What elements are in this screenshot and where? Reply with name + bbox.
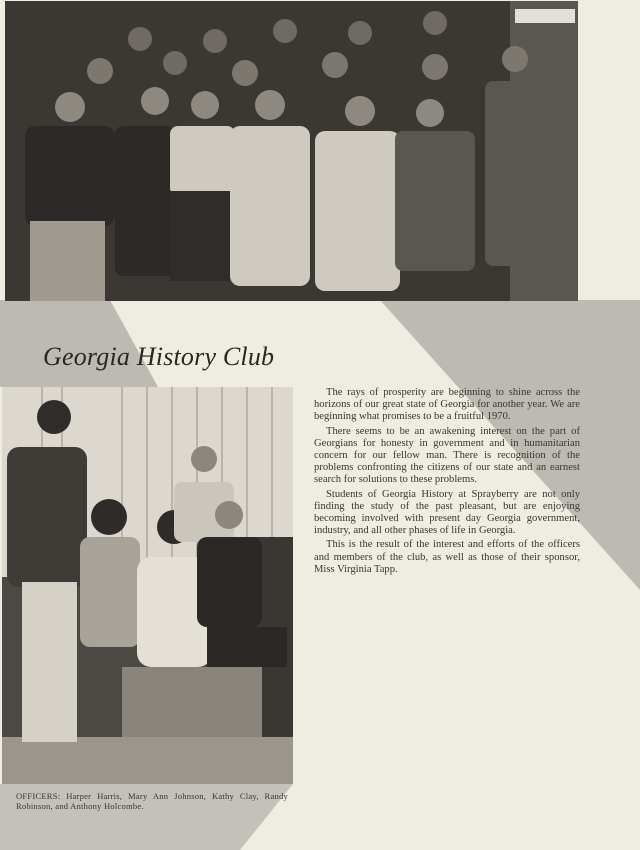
officers-photo	[2, 387, 293, 784]
page-title: Georgia History Club	[43, 342, 275, 371]
article-paragraph: Students of Georgia History at Sprayberry are not only finding the study of the past pleasant, but are enjoying becoming involved with present day Georgia government, industry, and all other phases of life in Georgia.	[314, 488, 580, 537]
article-paragraph: This is the result of the interest and efforts of the officers and members of the club, as well as those of their sponsor, Miss Virginia Tapp.	[314, 539, 580, 575]
article-paragraph: The rays of prosperity are beginning to shine across the horizons of our great state of Georgia for another year. We are beginning what promises to be a fruitful 1970.	[314, 387, 580, 423]
article-body	[314, 387, 580, 578]
article-paragraph: There seems to be an awakening interest on the part of Georgians for honesty in government and in humanitarian concern for our fellow man. There is recognition of the problems confronting the citizens of our state and an earnest search for solutions to these problems.	[314, 425, 580, 486]
photo-caption: OFFICERS: Harper Harris, Mary Ann Johnson, Kathy Clay, Randy Robinson, and Anthony Holcombe.	[16, 791, 288, 811]
club-group-photo	[5, 1, 578, 301]
